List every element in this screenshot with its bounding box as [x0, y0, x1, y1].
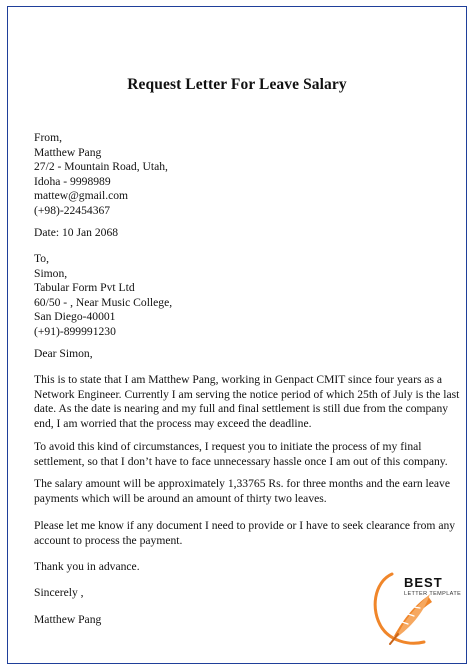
- paragraph-line: This is to state that I am Matthew Pang, working in Genpact CMIT since four years as a: [34, 373, 443, 386]
- paragraph-line: payments which will be around an amount of thirty two leaves.: [34, 491, 327, 505]
- paragraph-line: settlement, so that I don’t have to face unnecessary hassle once I am out of this company.: [34, 454, 448, 468]
- paragraph-line: Network Engineer. Currently I am serving the notice period of which 25th of July is the last: [34, 387, 460, 401]
- closing: Sincerely ,: [34, 586, 84, 599]
- sender-street: 27/2 - Mountain Road, Utah,: [34, 160, 168, 174]
- paragraph-line: To avoid this kind of circumstances, I request you to initiate the process of my final: [34, 440, 422, 453]
- logo-wordmark: BEST: [404, 575, 443, 590]
- body-paragraph-4: [34, 519, 454, 548]
- logo-tagline: LETTER TEMPLATE: [404, 591, 462, 597]
- paragraph-line: end, I am worried that the process may exceed the deadline.: [34, 416, 312, 430]
- body-paragraph-3: [34, 477, 454, 506]
- body-paragraph-2: [34, 440, 454, 469]
- recipient-name: Simon,: [34, 266, 68, 280]
- recipient-city: San Diego-40001: [34, 310, 116, 324]
- sender-email: mattew@gmail.com: [34, 189, 129, 203]
- signature-name: Matthew Pang: [34, 613, 102, 626]
- recipient-company: Tabular Form Pvt Ltd: [34, 281, 135, 295]
- paragraph-line: Thank you in advance.: [34, 560, 140, 573]
- recipient-street: 60/50 - , Near Music College,: [34, 295, 173, 309]
- sender-city: Idoha - 9998989: [34, 174, 111, 188]
- sender-name: Matthew Pang: [34, 145, 102, 159]
- paragraph-line: The salary amount will be approximately 1,33765 Rs. for three months and the earn leave: [34, 477, 450, 490]
- sender-phone: (+98)-22454367: [34, 203, 111, 217]
- paragraph-line: Please let me know if any document I need to provide or I have to seek clearance from any: [34, 519, 456, 532]
- letter-title: Request Letter For Leave Salary: [127, 76, 347, 93]
- paragraph-line: date. As the date is nearing and my full and final settlement is still due from the company: [34, 402, 449, 416]
- paragraph-line: account to process the payment.: [34, 533, 183, 547]
- recipient-phone: (+91)-899991230: [34, 324, 116, 338]
- sender-address-block: [34, 131, 449, 219]
- recipient-address-block: [34, 252, 449, 340]
- body-paragraph-1: [34, 373, 460, 431]
- from-label: From,: [34, 131, 63, 144]
- date-line: Date: 10 Jan 2068: [34, 226, 119, 239]
- salutation: Dear Simon,: [34, 347, 93, 360]
- to-label: To,: [34, 252, 49, 265]
